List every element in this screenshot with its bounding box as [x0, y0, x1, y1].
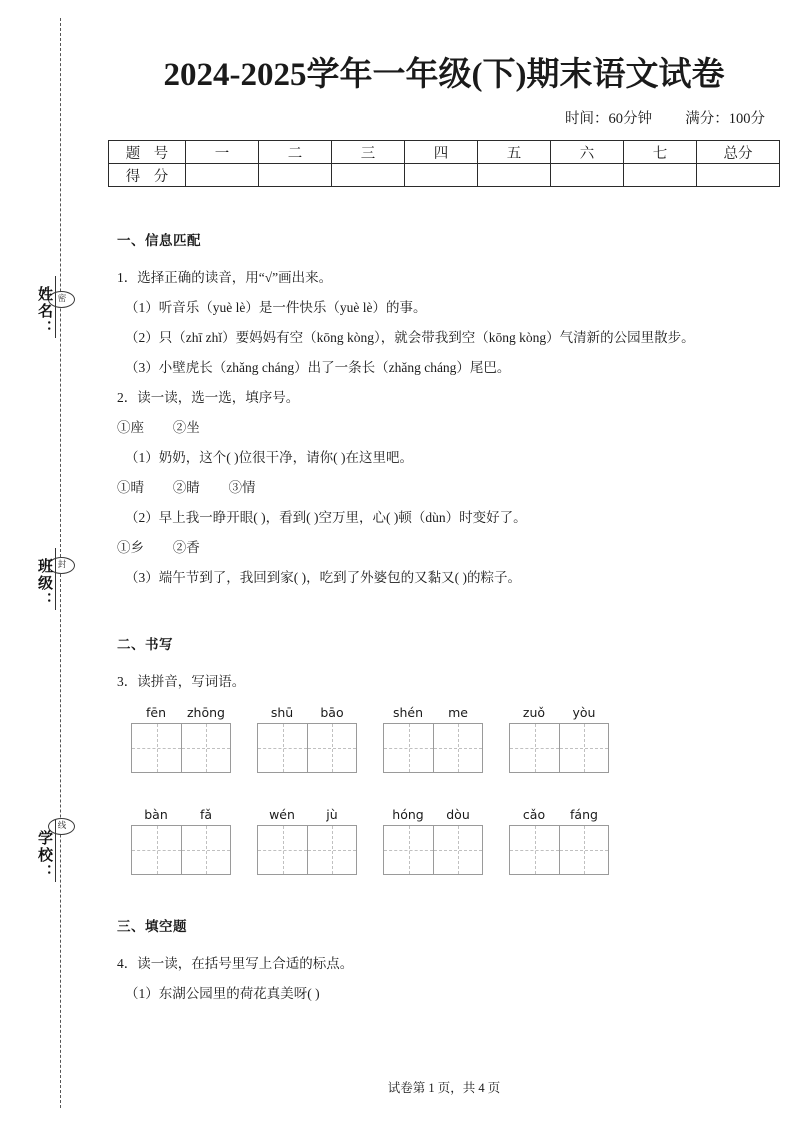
- question-2-group-2-sentence[interactable]: （2）早上我一睁开眼( )，看到( )空万里，心( )顿（dùn）时变好了。: [125, 510, 527, 525]
- pinyin-fen: fēn: [145, 705, 166, 720]
- section-one: [117, 229, 773, 593]
- question-2-group-2-options: [117, 473, 773, 503]
- tianzige-cell[interactable]: [433, 724, 482, 772]
- option-qing-feeling[interactable]: ③情: [228, 480, 256, 495]
- pinyin-cao: cǎo: [522, 807, 546, 822]
- tianzige-cell[interactable]: [307, 826, 356, 874]
- question-1-item-2: （2）只（zhī zhǐ）要妈妈有空（kōng kòng），就会带我到空（kōng kòng）气清新的公园里散步。: [125, 330, 695, 345]
- question-1-item-1: （1）听音乐（yuè lè）是一件快乐（yuè lè）的事。: [125, 300, 427, 315]
- write-group-ban-fa: [131, 807, 231, 875]
- score-cell-4[interactable]: [405, 164, 478, 187]
- pinyin-wen: wén: [269, 807, 295, 822]
- tianzige-cell[interactable]: [384, 826, 433, 874]
- write-group-shu-bao: [257, 705, 357, 773]
- seal-field-class-label: 班级：: [36, 557, 52, 609]
- score-table-col-6: 六: [551, 141, 624, 164]
- pinyin-me: me: [448, 705, 468, 720]
- write-rows-spacer: [117, 773, 773, 799]
- write-group-fen-zhong: [131, 705, 231, 773]
- pinyin-fa: fǎ: [199, 807, 213, 822]
- option-jing-eye[interactable]: ②睛: [172, 480, 200, 495]
- seal-field-name: [16, 276, 56, 346]
- pinyin-zuo: zuǒ: [522, 705, 546, 720]
- seal-field-name-label: 姓名：: [36, 285, 52, 337]
- question-2-group-3-sentence[interactable]: （3）端午节到了，我回到家( )，吃到了外婆包的又黏又( )的粽子。: [125, 570, 521, 585]
- tianzige-wen-ju: [257, 825, 357, 875]
- question-1-stem: 1．选择正确的读音，用“√”画出来。: [117, 270, 333, 285]
- seal-field-school-label: 学校：: [36, 829, 52, 881]
- table-row-question-numbers: [109, 141, 780, 164]
- exam-total-score-label: 满分：100分: [685, 111, 765, 127]
- exam-content: [95, 229, 793, 1009]
- pinyin-shen: shén: [392, 705, 424, 720]
- page-footer: 试卷第 1 页，共 4 页: [387, 1081, 501, 1095]
- tianzige-cell[interactable]: [559, 826, 608, 874]
- page-title: 2024-2025学年一年级(下)期末语文试卷: [163, 57, 725, 93]
- write-group-hong-dou: [383, 807, 483, 875]
- pinyin-row-cao-fang: [509, 807, 609, 822]
- score-table-row-label-score: 得 分: [109, 164, 186, 187]
- pinyin-zhong: zhōng: [187, 705, 225, 720]
- tianzige-hong-dou: [383, 825, 483, 875]
- section-three-heading: 三、填空题: [117, 919, 187, 934]
- pinyin-you: yòu: [572, 705, 596, 720]
- seal-mark-mi: 密: [48, 291, 75, 308]
- seal-field-class-rule: [55, 548, 56, 610]
- write-row-2: [117, 807, 773, 875]
- tianzige-cell[interactable]: [559, 724, 608, 772]
- tianzige-cell[interactable]: [132, 724, 181, 772]
- seal-field-name-rule: [55, 276, 56, 338]
- tianzige-cell[interactable]: [132, 826, 181, 874]
- score-table-col-7: 七: [624, 141, 697, 164]
- tianzige-cell[interactable]: [433, 826, 482, 874]
- write-group-shen-me: [383, 705, 483, 773]
- tianzige-cell[interactable]: [510, 724, 559, 772]
- section-three: [117, 915, 773, 1009]
- pinyin-hong: hóng: [392, 807, 424, 822]
- table-row-scores: [109, 164, 780, 187]
- option-xiang-village[interactable]: ①乡: [117, 540, 144, 555]
- question-2-stem: 2．读一读，选一选，填序号。: [117, 390, 300, 405]
- pinyin-row-shen-me: [383, 705, 483, 720]
- question-4-stem: 4．读一读，在括号里写上合适的标点。: [117, 956, 354, 971]
- tianzige-cao-fang: [509, 825, 609, 875]
- score-table-col-4: 四: [405, 141, 478, 164]
- tianzige-zuo-you: [509, 723, 609, 773]
- pinyin-row-wen-ju: [257, 807, 357, 822]
- score-cell-2[interactable]: [259, 164, 332, 187]
- score-table-col-total: 总分: [697, 141, 780, 164]
- score-cell-6[interactable]: [551, 164, 624, 187]
- score-cell-5[interactable]: [478, 164, 551, 187]
- question-2-group-1-options: [117, 413, 773, 443]
- section-one-heading: 一、信息匹配: [117, 233, 201, 248]
- pinyin-row-zuo-you: [509, 705, 609, 720]
- tianzige-cell[interactable]: [258, 826, 307, 874]
- exam-page: [95, 0, 793, 1122]
- tianzige-cell[interactable]: [307, 724, 356, 772]
- question-4-item-1[interactable]: （1）东湖公园里的荷花真美呀( ): [125, 986, 320, 1001]
- exam-meta: [95, 107, 793, 128]
- seal-mark-xian: 线: [48, 818, 75, 835]
- score-table-col-2: 二: [259, 141, 332, 164]
- write-row-1: [117, 705, 773, 773]
- question-1-item-3: （3）小壁虎长（zhǎng cháng）出了一条长（zhǎng cháng）尾巴。: [125, 360, 511, 375]
- tianzige-ban-fa: [131, 825, 231, 875]
- option-qing-clear[interactable]: ①晴: [117, 480, 144, 495]
- option-xiang-fragrant[interactable]: ②香: [172, 540, 200, 555]
- seal-field-school-rule: [55, 820, 56, 882]
- score-cell-7[interactable]: [624, 164, 697, 187]
- pinyin-dou: dòu: [446, 807, 470, 822]
- section-spacer-2: [117, 875, 773, 915]
- write-group-zuo-you: [509, 705, 609, 773]
- tianzige-cell[interactable]: [384, 724, 433, 772]
- write-group-wen-ju: [257, 807, 357, 875]
- seal-field-class: [16, 548, 56, 618]
- section-two: [117, 633, 773, 875]
- score-table-col-3: 三: [332, 141, 405, 164]
- pinyin-fang: fáng: [570, 807, 598, 822]
- score-table-row-label-number: 题 号: [109, 141, 186, 164]
- seal-mark-feng: 封: [48, 557, 75, 574]
- write-group-cao-fang: [509, 807, 609, 875]
- section-two-heading: 二、书写: [117, 637, 173, 652]
- pinyin-row-fen-zhong: [131, 705, 231, 720]
- pinyin-shu: shū: [270, 705, 294, 720]
- tianzige-cell[interactable]: [181, 826, 230, 874]
- tianzige-cell[interactable]: [258, 724, 307, 772]
- score-table: [108, 140, 780, 187]
- option-zuo-sit[interactable]: ②坐: [172, 420, 200, 435]
- score-table-col-1: 一: [186, 141, 259, 164]
- tianzige-fen-zhong: [131, 723, 231, 773]
- score-cell-3[interactable]: [332, 164, 405, 187]
- seal-field-school: [16, 820, 56, 890]
- pinyin-ju: jù: [326, 807, 338, 822]
- option-zuo-seat[interactable]: ①座: [117, 420, 144, 435]
- pinyin-ban: bàn: [144, 807, 168, 822]
- seal-line: [0, 0, 95, 1122]
- pinyin-row-ban-fa: [131, 807, 231, 822]
- tianzige-shu-bao: [257, 723, 357, 773]
- score-cell-1[interactable]: [186, 164, 259, 187]
- tianzige-cell[interactable]: [181, 724, 230, 772]
- score-table-col-5: 五: [478, 141, 551, 164]
- pinyin-bao: bāo: [320, 705, 344, 720]
- tianzige-shen-me: [383, 723, 483, 773]
- question-3-stem: 3．读拼音，写词语。: [117, 674, 246, 689]
- exam-time-label: 时间：60分钟: [565, 111, 652, 127]
- pinyin-row-hong-dou: [383, 807, 483, 822]
- pinyin-row-shu-bao: [257, 705, 357, 720]
- question-2-group-1-sentence[interactable]: （1）奶奶，这个( )位很干净，请你( )在这里吧。: [125, 450, 413, 465]
- question-2-group-3-options: [117, 533, 773, 563]
- section-spacer-1: [117, 593, 773, 633]
- score-cell-total[interactable]: [697, 164, 780, 187]
- tianzige-cell[interactable]: [510, 826, 559, 874]
